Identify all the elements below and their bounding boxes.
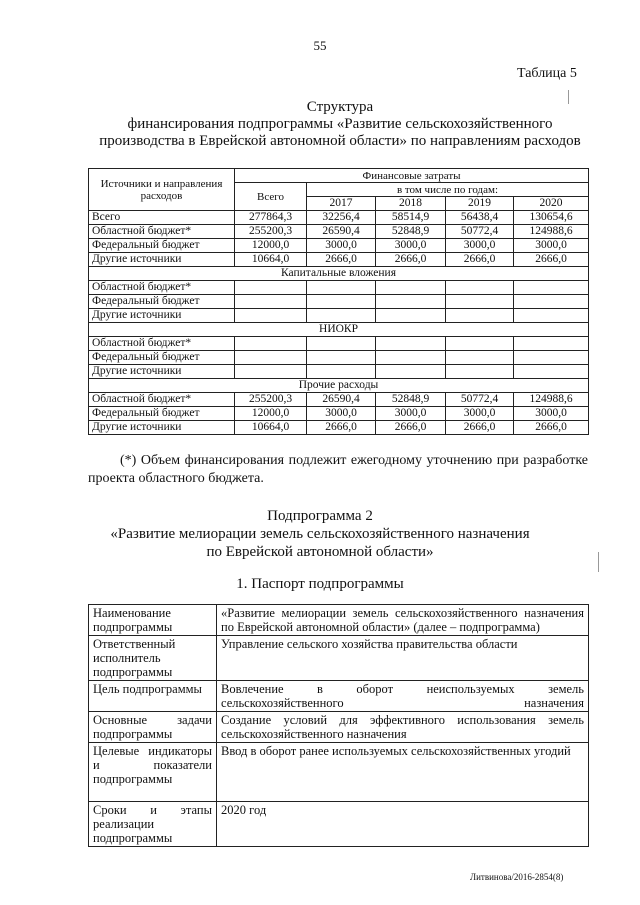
header-costs: Финансовые затраты [235,169,589,183]
cell-value: 3000,0 [514,407,589,421]
table-row [89,295,589,309]
table-row [89,802,589,847]
row-label: Другие источники [89,421,235,435]
cell-value: 3000,0 [446,239,514,253]
scan-mark [598,552,599,572]
cell-value: 3000,0 [307,407,376,421]
cell-value: 2666,0 [376,253,446,267]
cell-value: 50772,4 [446,393,514,407]
table-row [89,407,589,421]
row-label: Областной бюджет* [89,225,235,239]
passport-label: Основные задачи подпрограммы [89,712,217,743]
cell-value: 3000,0 [514,239,589,253]
passport-value: Вовлечение в оборот неиспользуемых земель сельскохозяйственного назначения [217,681,589,712]
cell-value: 12000,0 [235,239,307,253]
subprogram-name-line-2: по Еврейской автономной области» [206,544,434,560]
passport-value: Создание условий для эффективного использования земель сельскохозяйственного назначения [217,712,589,743]
cell-value: 255200,3 [235,393,307,407]
table-row [89,365,589,379]
cell-value: 2666,0 [514,421,589,435]
cell-value: 3000,0 [307,239,376,253]
passport-value: 2020 год [217,802,589,847]
cell-value: 2666,0 [514,253,589,267]
cell-value: 50772,4 [446,225,514,239]
footer-code: Литвинова/2016-2854(8) [470,872,564,882]
passport-label: Целевые индикаторы и показатели подпрограммы [89,743,217,802]
table-row [89,351,589,365]
cell-value: 2666,0 [307,253,376,267]
row-label: Федеральный бюджет [89,351,235,365]
cell-value: 277864,3 [235,211,307,225]
passport-table [88,604,589,847]
passport-value: Ввод в оборот ранее используемых сельскохозяйственных угодий [217,743,589,802]
table-row [89,605,589,636]
table-row [89,253,589,267]
header-year: 2019 [446,197,514,211]
header-total: Всего [235,183,307,211]
passport-label: Цель подпрограммы [89,681,217,712]
section-niokr: НИОКР [89,323,589,337]
cell-value: 130654,6 [514,211,589,225]
cell-value: 2666,0 [376,421,446,435]
passport-value: Управление сельского хозяйства правительства области [217,636,589,681]
cell-value: 26590,4 [307,393,376,407]
header-year: 2020 [514,197,589,211]
table-label: Таблица 5 [517,66,577,81]
passport-label: Ответственный исполнитель подпрограммы [89,636,217,681]
table-row [89,309,589,323]
cell-value: 2666,0 [307,421,376,435]
header-by-years: в том числе по годам: [307,183,589,197]
cell-value: 10664,0 [235,253,307,267]
row-label: Другие источники [89,365,235,379]
cell-value: 3000,0 [446,407,514,421]
row-label: Областной бюджет* [89,337,235,351]
title-line-1: Структура [306,99,374,115]
row-label: Федеральный бюджет [89,407,235,421]
cell-value: 58514,9 [376,211,446,225]
title-line-3: производства в Еврейской автономной области» по направлениям расходов [99,133,581,149]
row-label: Федеральный бюджет [89,239,235,253]
table-row [89,281,589,295]
table-row [89,211,589,225]
header-year: 2017 [307,197,376,211]
section-capital: Капитальные вложения [89,267,589,281]
cell-value: 52848,9 [376,393,446,407]
table-row [89,681,589,712]
cell-value: 26590,4 [307,225,376,239]
cell-value: 255200,3 [235,225,307,239]
table-row [89,337,589,351]
title-line-2: финансирования подпрограммы «Развитие сельскохозяйственного [127,116,553,132]
header-year: 2018 [376,197,446,211]
financing-table [88,168,589,435]
table-row [89,225,589,239]
passport-value: «Развитие мелиорации земель сельскохозяйственного назначения по Еврейской автономной области» (далее – подпрограмма) [217,605,589,636]
cell-value: 52848,9 [376,225,446,239]
row-label: Федеральный бюджет [89,295,235,309]
table-row [89,239,589,253]
cell-value: 3000,0 [376,239,446,253]
table-row [89,421,589,435]
table-row [89,743,589,802]
row-label: Областной бюджет* [89,393,235,407]
cell-value: 56438,4 [446,211,514,225]
header-sources: Источники и направления расходов [89,169,235,211]
cell-value: 2666,0 [446,421,514,435]
row-label: Всего [89,211,235,225]
row-label: Областной бюджет* [89,281,235,295]
row-label: Другие источники [89,253,235,267]
cell-value: 2666,0 [446,253,514,267]
funding-note: (*) Объем финансирования подлежит ежегодному уточнению при разработке проекта областного бюджета. [88,453,588,486]
cell-value: 3000,0 [376,407,446,421]
cell-value: 10664,0 [235,421,307,435]
row-label: Другие источники [89,309,235,323]
cell-value: 32256,4 [307,211,376,225]
cell-value: 12000,0 [235,407,307,421]
passport-label: Сроки и этапы реализации подпрограммы [89,802,217,847]
passport-label: Наименование подпрограммы [89,605,217,636]
page-number: 55 [313,38,327,53]
table-row [89,712,589,743]
subprogram-heading: Подпрограмма 2 [267,508,373,524]
section-other: Прочие расходы [89,379,589,393]
cell-value: 124988,6 [514,225,589,239]
table-row [89,636,589,681]
passport-title: 1. Паспорт подпрограммы [236,576,404,592]
table-row [89,393,589,407]
cell-value: 124988,6 [514,393,589,407]
subprogram-name-line-1: «Развитие мелиорации земель сельскохозяйственного назначения [110,526,530,542]
